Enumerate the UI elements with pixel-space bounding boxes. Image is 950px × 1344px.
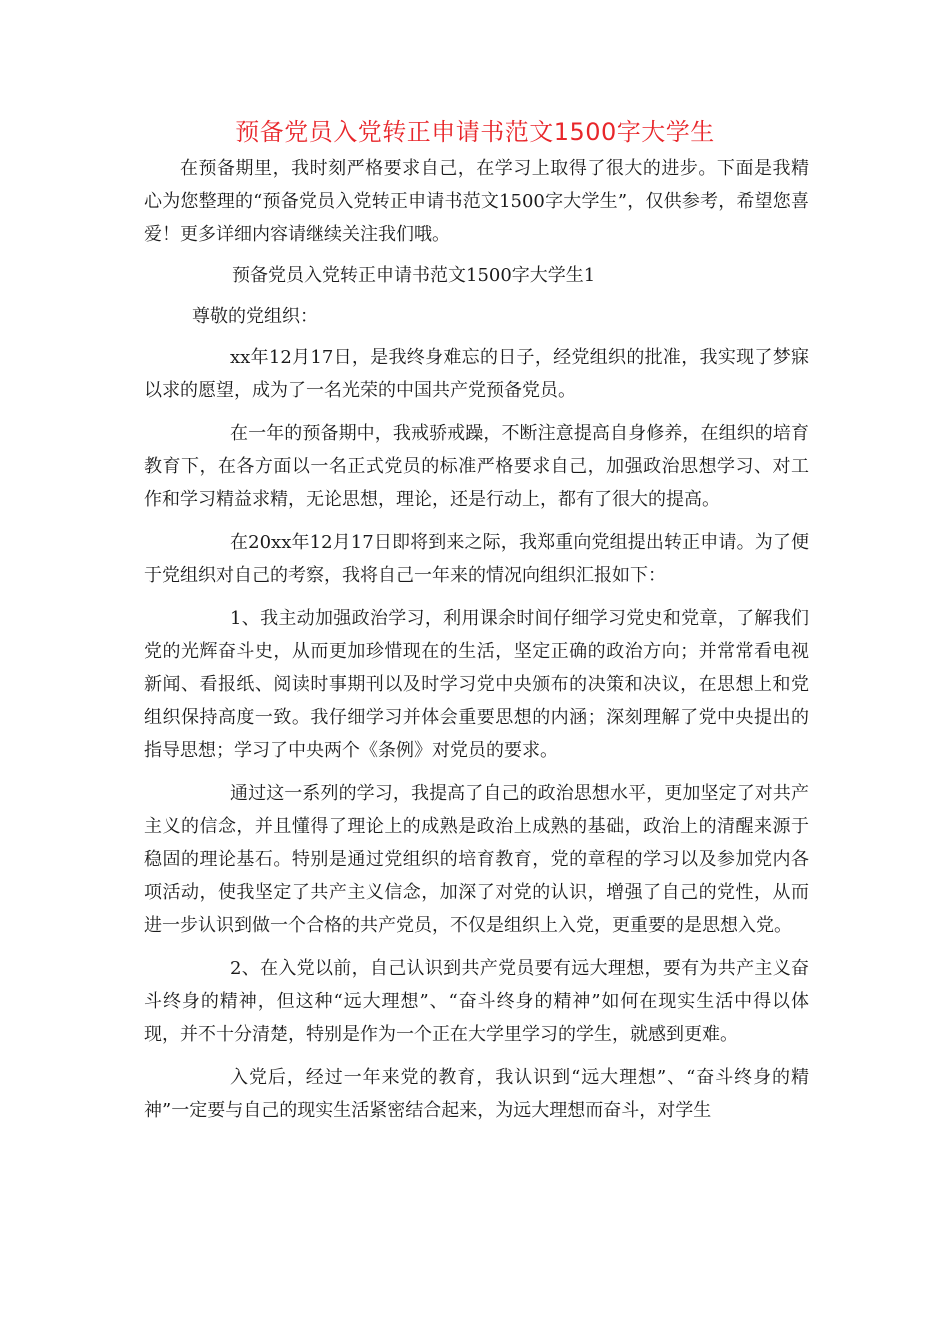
document-body (144, 152, 809, 1127)
salutation: 尊敬的党组织： (192, 306, 318, 327)
body-paragraph-7: 入党后，经过一年来党的教育，我认识到“远大理想”、“奋斗终身的精神”一定要与自己的现实生活紧密结合起来，为远大理想而奋斗，对学生 (144, 1067, 809, 1121)
body-paragraph-1: xx年12月17日，是我终身难忘的日子，经党组织的批准，我实现了梦寐以求的愿望，成为了一名光荣的中国共产党预备党员。 (144, 347, 809, 401)
body-paragraph-2: 在一年的预备期中，我戒骄戒躁，不断注意提高自身修养，在组织的培育教育下，在各方面以一名正式党员的标准严格要求自己，加强政治思想学习、对工作和学习精益求精，无论思想，理论，还是行动上，都有了很大的提高。 (144, 423, 809, 510)
body-paragraph-6: 2、在入党以前，自己认识到共产党员要有远大理想，要有为共产主义奋斗终身的精神，但这种“远大理想”、“奋斗终身的精神”如何在现实生活中得以体现，并不十分清楚，特别是作为一个正在大学里学习的学生，就感到更难。 (144, 958, 809, 1045)
body-paragraph-4: 1、我主动加强政治学习，利用课余时间仔细学习党史和党章，了解我们党的光辉奋斗史，从而更加珍惜现在的生活，坚定正确的政治方向；并常常看电视新闻、看报纸、阅读时事期刊以及时学习党中央颁布的决策和决议，在思想上和党组织保持高度一致。我仔细学习并体会重要思想的内涵；深刻理解了党中央提出的指导思想；学习了中央两个《条例》对党员的要求。 (144, 608, 809, 761)
body-paragraph-3: 在20xx年12月17日即将到来之际，我郑重向党组提出转正申请。为了便于党组织对自己的考察，我将自己一年来的情况向组织汇报如下： (144, 532, 809, 586)
section-subtitle: 预备党员入党转正申请书范文1500字大学生1 (232, 265, 596, 286)
body-paragraph-5: 通过这一系列的学习，我提高了自己的政治思想水平，更加坚定了对共产主义的信念，并且懂得了理论上的成熟是政治上成熟的基础，政治上的清醒来源于稳固的理论基石。特别是通过党组织的培育教育，党的章程的学习以及参加党内各项活动，使我坚定了共产主义信念，加深了对党的认识，增强了自己的党性，从而进一步认识到做一个合格的共产党员，不仅是组织上入党，更重要的是思想入党。 (144, 783, 809, 936)
document-title: 预备党员入党转正申请书范文1500字大学生 (235, 118, 715, 146)
intro-paragraph: 在预备期里，我时刻严格要求自己，在学习上取得了很大的进步。下面是我精心为您整理的“预备党员入党转正申请书范文1500字大学生”，仅供参考，希望您喜爱！更多详细内容请继续关注我们哦。 (144, 158, 809, 245)
